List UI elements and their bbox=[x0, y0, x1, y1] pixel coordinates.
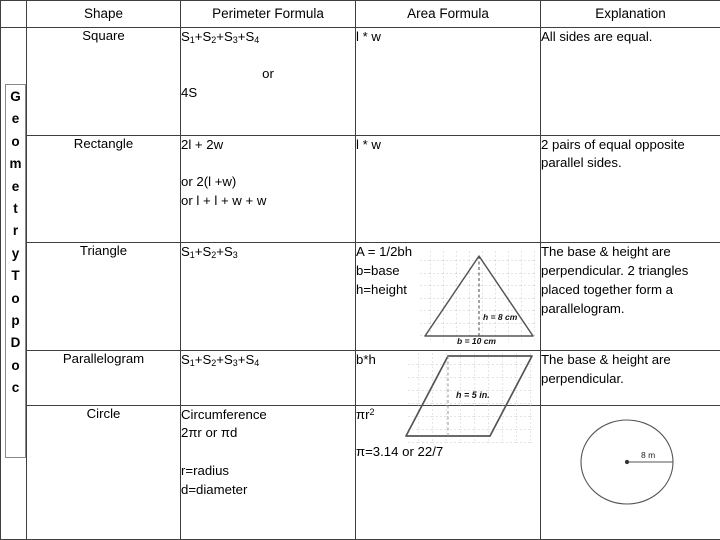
circle-radius-label: 8 m bbox=[641, 449, 656, 460]
vertical-char: y bbox=[11, 245, 20, 261]
formula-line: or l + l + w + w bbox=[181, 192, 267, 208]
shape-name-square: Square bbox=[27, 28, 181, 136]
vertical-char: c bbox=[11, 380, 20, 396]
area-formula-rectangle bbox=[356, 135, 541, 243]
perimeter-formula-parallelogram bbox=[181, 351, 356, 406]
formula-line: l * w bbox=[356, 136, 381, 152]
header-cell-area bbox=[356, 1, 541, 28]
parallelogram-height-label: h = 5 in. bbox=[456, 390, 490, 401]
explanation-rectangle: 2 pairs of equal opposite parallel sides. bbox=[541, 135, 720, 243]
formula-line: 2πr or πd bbox=[181, 425, 238, 441]
formula-line: A = 1/2bh bbox=[356, 244, 413, 260]
perimeter-formula-rectangle bbox=[181, 135, 356, 243]
triangle-figure bbox=[417, 248, 542, 346]
pi-r-exponent: 2 bbox=[369, 406, 375, 417]
formula-line: r=radius bbox=[181, 462, 230, 478]
header-label-perimeter: Perimeter Formula bbox=[212, 5, 324, 21]
circle-figure bbox=[575, 413, 683, 513]
formula-line: $S_1+S_2+S_3+S_4$ bbox=[181, 29, 260, 45]
area-formula-triangle bbox=[356, 243, 541, 351]
explanation-triangle: The base & height are perpendicular. 2 triangles placed together form a parallelogram. bbox=[541, 243, 720, 351]
shape-name-circle: Circle bbox=[27, 405, 181, 539]
shape-name-rectangle: Rectangle bbox=[27, 135, 181, 243]
explanation-parallelogram: The base & height are perpendicular. bbox=[541, 351, 720, 406]
vertical-label-cell bbox=[1, 28, 27, 540]
formula-line: $S_1+S_2+S_3+S_4$ bbox=[181, 352, 260, 369]
header-label-explanation: Explanation bbox=[595, 5, 666, 21]
circle-diagram-svg bbox=[575, 413, 683, 513]
perimeter-formula-circle bbox=[181, 405, 356, 539]
vertical-char: e bbox=[11, 178, 20, 194]
area-formula-parallelogram bbox=[356, 351, 541, 406]
vertical-char: r bbox=[12, 223, 19, 239]
header-cell-shape bbox=[27, 1, 181, 28]
formula-line: or 2(l +w) bbox=[181, 174, 237, 190]
formula-line: l * w bbox=[356, 29, 381, 44]
triangle-height-label: h = 8 cm bbox=[483, 312, 518, 323]
vertical-char: o bbox=[11, 357, 20, 373]
table-header-row bbox=[1, 1, 720, 28]
shape-name-parallelogram: Parallelogram bbox=[27, 351, 181, 406]
table-row-square bbox=[1, 28, 720, 136]
header-cell-perimeter bbox=[181, 1, 356, 28]
vertical-char: G bbox=[10, 89, 21, 104]
vertical-char: t bbox=[13, 200, 18, 216]
circle-figure-cell bbox=[541, 405, 720, 539]
perimeter-formula-triangle bbox=[181, 243, 356, 351]
header-label-shape: Shape bbox=[83, 5, 124, 21]
header-label-area: Area Formula bbox=[407, 5, 489, 21]
formula-line: 2l + 2w bbox=[181, 136, 224, 152]
parallelogram-diagram-svg bbox=[404, 351, 538, 445]
table-row-circle bbox=[1, 405, 720, 539]
vertical-char: e bbox=[11, 111, 20, 127]
triangle-base-label: b = 10 cm bbox=[457, 336, 496, 347]
vertical-char: m bbox=[9, 156, 22, 172]
formula-line-or: or bbox=[262, 66, 274, 82]
vertical-char: o bbox=[11, 290, 20, 306]
vertical-char: p bbox=[11, 312, 20, 328]
formula-line: b*h bbox=[356, 352, 376, 368]
formula-line: b=base bbox=[356, 263, 400, 279]
formula-spacer bbox=[181, 47, 355, 66]
vertical-char: D bbox=[10, 335, 21, 351]
vertical-char: o bbox=[11, 133, 20, 149]
vertical-text-geometrytopdoc bbox=[5, 84, 26, 458]
shape-name-triangle: Triangle bbox=[27, 243, 181, 351]
formula-line: $S_1+S_2+S_3$ bbox=[181, 244, 238, 261]
area-formula-square bbox=[356, 28, 541, 136]
parallelogram-figure bbox=[404, 351, 538, 445]
formula-line-pi-value: π=3.14 or 22/7 bbox=[356, 444, 444, 460]
formula-line: Circumference bbox=[181, 406, 267, 422]
formula-spacer bbox=[181, 443, 355, 462]
formula-line: h=height bbox=[356, 281, 407, 297]
explanation-square: All sides are equal. bbox=[541, 28, 720, 136]
vertical-char: T bbox=[11, 268, 20, 284]
header-cell-blank bbox=[1, 1, 27, 28]
table-row-triangle bbox=[1, 243, 720, 351]
triangle-diagram-svg bbox=[417, 248, 542, 346]
table-row-parallelogram bbox=[1, 351, 720, 406]
table-row-rectangle bbox=[1, 135, 720, 243]
pi-r-text: πr bbox=[356, 406, 370, 422]
formula-line: d=diameter bbox=[181, 481, 248, 497]
formula-line-4s: 4S bbox=[181, 85, 198, 101]
perimeter-formula-square bbox=[181, 28, 356, 136]
formula-spacer bbox=[181, 154, 355, 173]
header-cell-explanation bbox=[541, 1, 720, 28]
